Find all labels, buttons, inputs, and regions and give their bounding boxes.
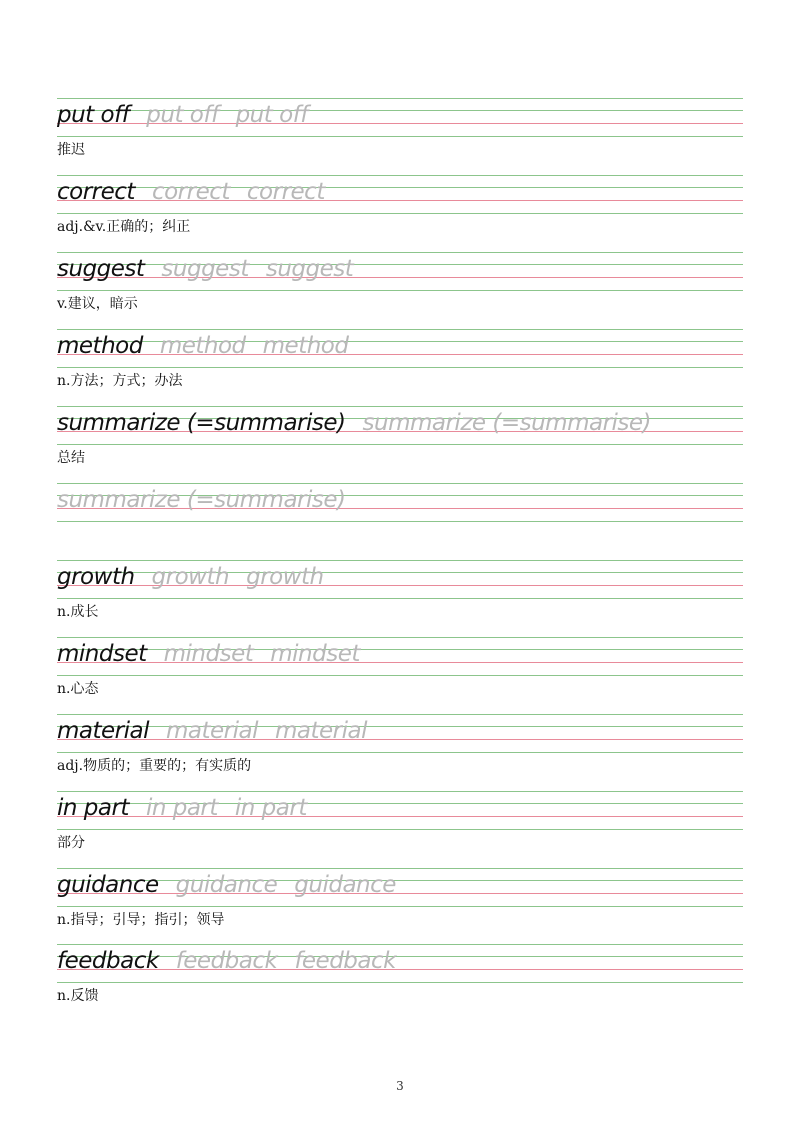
vocab-word: correct <box>57 179 135 205</box>
vocab-entry <box>57 637 743 697</box>
vocab-word: put off <box>57 102 130 128</box>
vocab-word: mindset <box>57 641 147 667</box>
handwriting-lines <box>57 944 743 988</box>
word-meaning: 部分 <box>57 835 85 851</box>
trace-word: growth <box>246 564 324 590</box>
word-row <box>57 333 348 359</box>
vocab-entry <box>57 714 743 774</box>
guide-rule <box>57 560 743 561</box>
vocab-entry <box>57 406 743 466</box>
guide-rule <box>57 367 743 368</box>
word-row <box>57 564 324 590</box>
word-meaning: adj.&v.正确的；纠正 <box>57 219 191 235</box>
trace-word: method <box>262 333 349 359</box>
guide-rule <box>57 982 743 983</box>
word-row <box>57 718 367 744</box>
vocab-word: material <box>57 718 149 744</box>
word-row <box>57 948 396 974</box>
handwriting-lines <box>57 868 743 912</box>
vocab-entry <box>57 98 743 158</box>
guide-rule <box>57 290 743 291</box>
trace-word: correct <box>246 179 325 205</box>
trace-word: material <box>166 718 258 744</box>
vocab-entry <box>57 560 743 620</box>
guide-rule <box>57 329 743 330</box>
trace-word: guidance <box>175 872 278 898</box>
word-meaning: n.心态 <box>57 681 99 697</box>
word-meaning: 总结 <box>57 450 85 466</box>
guide-rule <box>57 175 743 176</box>
vocab-entry <box>57 175 743 235</box>
word-meaning: 推迟 <box>57 142 85 158</box>
guide-rule <box>57 637 743 638</box>
word-row <box>57 795 307 821</box>
guide-rule <box>57 906 743 907</box>
vocab-word: method <box>57 333 143 359</box>
handwriting-lines <box>57 714 743 758</box>
guide-rule <box>57 483 743 484</box>
guide-rule <box>57 406 743 407</box>
trace-word: method <box>159 333 246 359</box>
trace-word: feedback <box>175 948 278 974</box>
trace-word: suggest <box>161 256 249 282</box>
trace-word: put off <box>146 102 219 128</box>
guide-rule <box>57 213 743 214</box>
trace-word: mindset <box>270 641 360 667</box>
vocab-word: summarize (=summarise) <box>57 410 346 436</box>
guide-rule <box>57 98 743 99</box>
word-meaning: v.建议，暗示 <box>57 296 138 312</box>
word-row <box>57 872 396 898</box>
handwriting-lines <box>57 175 743 219</box>
trace-word: guidance <box>294 872 396 898</box>
guide-rule <box>57 252 743 253</box>
word-meaning: n.指导；引导；指引；领导 <box>57 912 225 928</box>
word-meaning: n.方法；方式；办法 <box>57 373 183 389</box>
handwriting-lines <box>57 637 743 681</box>
word-meaning: n.反馈 <box>57 988 99 1004</box>
word-row <box>57 410 651 436</box>
vocab-word: suggest <box>57 256 145 282</box>
trace-word: mindset <box>163 641 254 667</box>
trace-word: in part <box>234 795 307 821</box>
vocab-entry <box>57 483 743 527</box>
guide-rule <box>57 598 743 599</box>
trace-word: growth <box>151 564 230 590</box>
trace-word: summarize (=summarise) <box>362 410 652 436</box>
handwriting-lines <box>57 483 743 527</box>
vocab-entry <box>57 868 743 928</box>
guide-rule <box>57 868 743 869</box>
trace-word: summarize (=summarise) <box>57 487 346 513</box>
handwriting-lines <box>57 560 743 604</box>
trace-word: material <box>275 718 367 744</box>
vocab-entry <box>57 252 743 312</box>
word-row <box>57 179 325 205</box>
vocab-entry <box>57 791 743 851</box>
handwriting-lines <box>57 329 743 373</box>
handwriting-lines <box>57 406 743 450</box>
guide-rule <box>57 829 743 830</box>
word-meaning: adj.物质的；重要的；有实质的 <box>57 758 252 774</box>
guide-rule <box>57 714 743 715</box>
guide-rule <box>57 136 743 137</box>
vocab-word: in part <box>57 795 129 821</box>
word-row <box>57 641 360 667</box>
page-number: 3 <box>396 1079 404 1093</box>
guide-rule <box>57 791 743 792</box>
word-meaning: n.成长 <box>57 604 99 620</box>
word-row <box>57 487 346 513</box>
word-row <box>57 102 308 128</box>
guide-rule <box>57 752 743 753</box>
vocab-word: guidance <box>57 872 159 898</box>
word-row <box>57 256 353 282</box>
handwriting-lines <box>57 252 743 296</box>
vocab-entry <box>57 944 743 1004</box>
guide-rule <box>57 675 743 676</box>
guide-rule <box>57 944 743 945</box>
trace-word: feedback <box>294 948 396 974</box>
handwriting-lines <box>57 98 743 142</box>
trace-word: suggest <box>265 256 354 282</box>
vocab-entry <box>57 329 743 389</box>
vocab-word: feedback <box>57 948 159 974</box>
handwriting-lines <box>57 791 743 835</box>
trace-word: correct <box>151 179 230 205</box>
guide-rule <box>57 444 743 445</box>
trace-word: put off <box>235 102 308 128</box>
guide-rule <box>57 521 743 522</box>
trace-word: in part <box>145 795 218 821</box>
vocab-word: growth <box>57 564 135 590</box>
